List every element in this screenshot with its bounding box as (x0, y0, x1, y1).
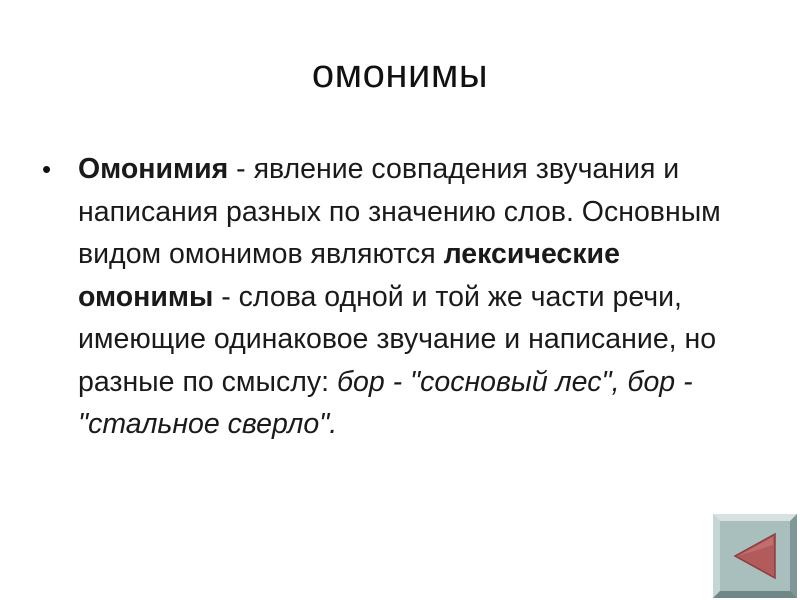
bullet-list (40, 148, 740, 446)
bullet-dot-icon: • (42, 154, 52, 184)
back-button[interactable] (713, 514, 797, 598)
definition-text: - явление совпадения звучания и написания разных по значению слов. Основным видом омонимов являются (78, 153, 721, 270)
triangle-left-icon (720, 521, 790, 591)
term-lexical-homonyms: лексические омонимы (78, 238, 620, 313)
example-text: бор - "сосновый лес", бор - "стальное сверло". (78, 365, 693, 440)
description-text: - слова одной и той же части речи, имеющие одинаковое звучание и написание, но разные по смыслу: (78, 280, 717, 398)
slide-title: омонимы (311, 52, 489, 96)
bullet-item (40, 148, 740, 446)
term-homonymy: Омонимия (78, 153, 229, 185)
